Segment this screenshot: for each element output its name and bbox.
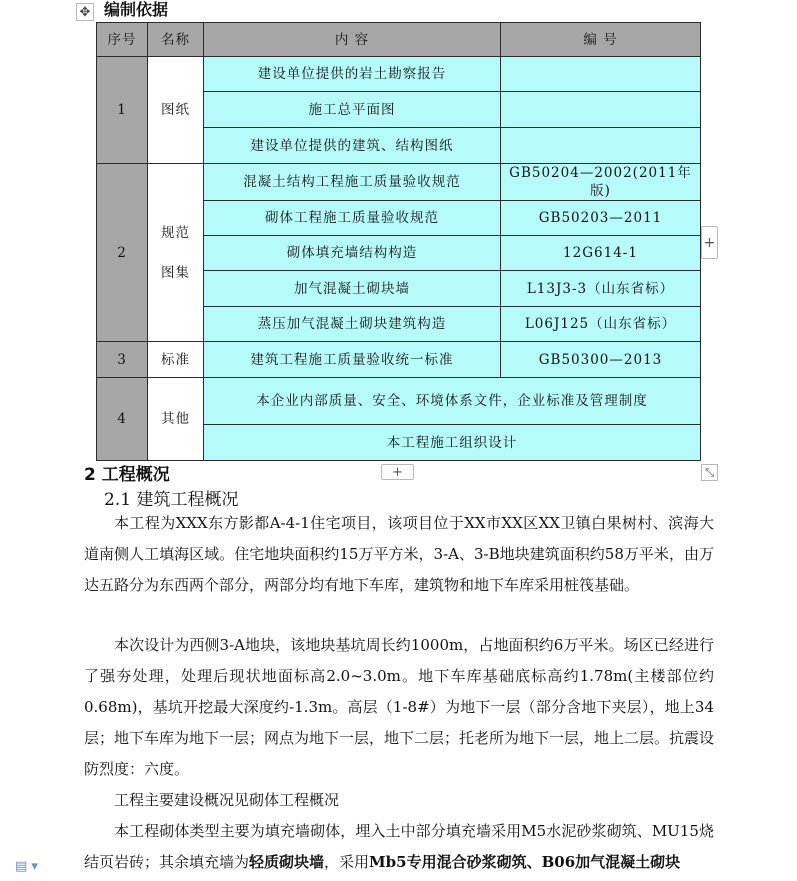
document-options-icon[interactable]: ▤ ▾ [15, 859, 38, 874]
cell-no: 2 [97, 164, 148, 342]
cell-content: 混凝土结构工程施工质量验收规范 [204, 164, 501, 201]
paragraph-text: ，采用 [324, 853, 370, 871]
add-row-button[interactable] [381, 464, 414, 480]
cell-no: 3 [97, 342, 148, 378]
cell-code [501, 128, 701, 164]
cell-content-wide: 本企业内部质量、安全、环境体系文件，企业标准及管理制度 [204, 378, 701, 425]
table-row [97, 342, 701, 378]
subsection-heading: 2.1 建筑工程概况 [104, 490, 239, 510]
cell-code: GB50204—2002(2011年版) [501, 164, 701, 201]
cell-name-line: 规范 [161, 224, 190, 241]
cell-content: 建筑工程施工质量验收统一标准 [204, 342, 501, 378]
cell-name-line: 图集 [161, 264, 190, 281]
paragraph: 本次设计为西侧3-A地块，该地块基坑周长约1000m，占地面积约6万平米。场区已经进行了强夯处理，处理后现状地面标高2.0~3.0m。地下车库基础底标高约1.78m(主楼部位约0.68m)，基坑开挖最大深度约-1.3m。高层（1-8#）为地下一层（部分含地下夹层），地上34层；地下车库为地下一层；网点为地下一层，地下二层；托老所为地下一层，地上二层。抗震设防烈度：六度。 [84, 636, 715, 778]
cell-content-wide: 本工程施工组织设计 [204, 425, 701, 461]
section-heading: 2 工程概况 [84, 465, 170, 485]
cell-code: GB50300—2013 [501, 342, 701, 378]
paragraph-text: 本工程砌体类型主要为填充墙砌体，埋入土中部分填充墙采用M5水泥砂浆砌筑、MU15烧结页岩砖；其余填充墙为 [84, 822, 714, 871]
plus-icon: + [392, 464, 403, 480]
cell-code [501, 57, 701, 92]
table-row [97, 378, 701, 425]
cell-code: GB50203—2011 [501, 201, 701, 236]
paragraph-bold: Mb5专用混合砂浆砌筑、B06加气混凝土砌块 [369, 853, 681, 871]
plus-icon: + [703, 234, 716, 251]
header-code: 编 号 [501, 23, 701, 57]
cell-code: 12G614-1 [501, 236, 701, 271]
header-content: 内 容 [204, 23, 501, 57]
add-column-button[interactable] [701, 226, 718, 259]
cell-content: 砌体填充墙结构构造 [204, 236, 501, 271]
cell-content: 加气混凝土砌块墙 [204, 271, 501, 307]
cell-content: 施工总平面图 [204, 92, 501, 128]
cell-content: 建设单位提供的建筑、结构图纸 [204, 128, 501, 164]
paragraph: 本工程为XXX东方影都A-4-1住宅项目，该项目位于XX市XX区XX卫镇白果树村、滨海大道南侧人工填海区域。住宅地块面积约15万平方米，3-A、3-B地块建筑面积约58万平米，由万达五路分为东西两个部分，两部分均有地下车库，建筑物和地下车库采用桩筏基础。 [84, 514, 714, 594]
cell-name: 其他 [148, 378, 204, 461]
table-resize-handle[interactable] [701, 464, 718, 481]
table-row [97, 57, 701, 92]
cell-name [148, 164, 204, 342]
table-header-row [97, 23, 701, 57]
cell-code: L13J3-3（山东省标） [501, 271, 701, 307]
move-icon: ✥ [79, 4, 91, 20]
cell-no: 4 [97, 378, 148, 461]
header-no: 序号 [97, 23, 148, 57]
cell-content: 砌体工程施工质量验收规范 [204, 201, 501, 236]
resize-icon: ⤡ [705, 465, 714, 479]
basis-table [96, 22, 701, 461]
table-move-handle[interactable] [76, 3, 94, 21]
cell-no: 1 [97, 57, 148, 164]
header-name: 名称 [148, 23, 204, 57]
cell-content: 建设单位提供的岩土勘察报告 [204, 57, 501, 92]
cell-name: 图纸 [148, 57, 204, 164]
paragraph [84, 816, 714, 878]
section-title-basis: 编制依据 [104, 0, 169, 19]
paragraph-bold: 轻质砌块墙 [249, 853, 325, 871]
cell-code [501, 92, 701, 128]
paragraph: 工程主要建设概况见砌体工程概况 [114, 791, 340, 809]
cell-code: L06J125（山东省标） [501, 307, 701, 342]
table-row [97, 164, 701, 201]
cell-name: 标准 [148, 342, 204, 378]
cell-content: 蒸压加气混凝土砌块建筑构造 [204, 307, 501, 342]
